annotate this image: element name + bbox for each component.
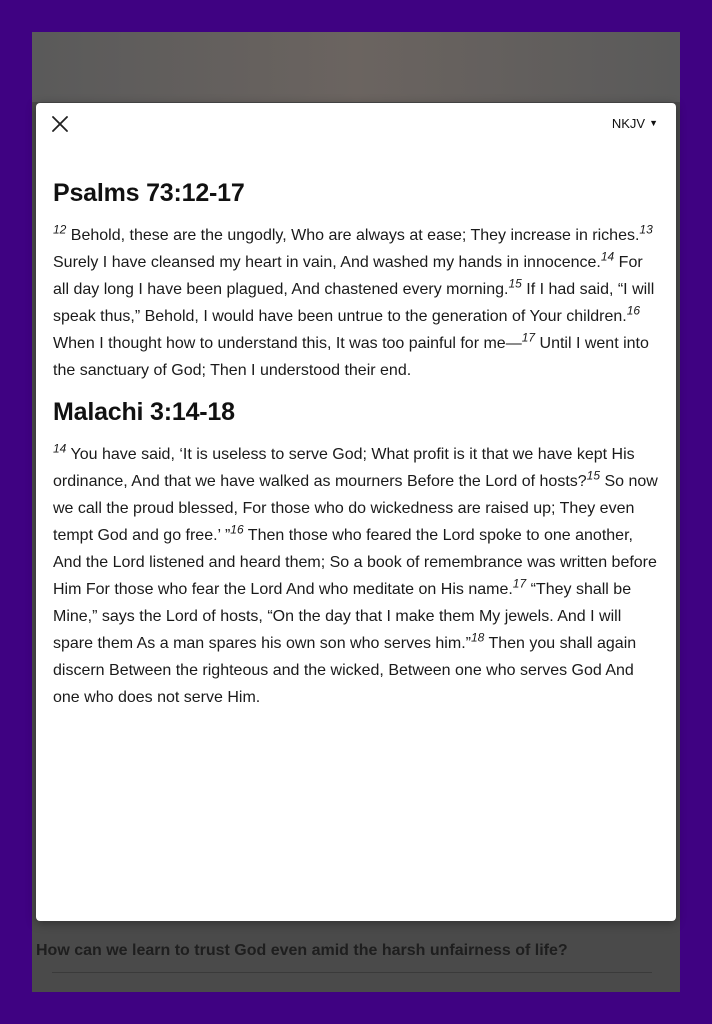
verse-number: 18 [470,630,485,645]
passage [53,179,663,384]
verse-number: 17 [521,330,536,345]
passage-text [53,441,663,711]
passages-container [53,179,663,725]
version-label: NKJV [611,116,646,131]
passage-title: Malachi 3:14-18 [53,398,235,426]
verse-number: 15 [586,468,601,483]
background-divider [52,972,652,973]
verse-text: Then you shall again discern Between the righteous and the wicked, Between one who serves God And one who does not serve Him. [53,635,637,706]
verse-number: 14 [600,249,615,264]
verse-text: So now we call the proud blessed, For those who do wickedness are raised up; They even tempt God and go free.’ ” [53,473,658,544]
verse-text: Then those who feared the Lord spoke to one another, And the Lord listened and heard them; So a book of remembrance was written before Him For those who fear the Lord And who meditate on His name. [53,527,657,598]
verse-text: For all day long I have been plagued, And chastened every morning. [53,254,643,298]
verse-text: Until I went into the sanctuary of God; Then I understood their end. [53,335,649,379]
passage-title: Psalms 73:12-17 [53,179,245,207]
verse-text: Surely I have cleansed my heart in vain, And washed my hands in innocence. [53,254,601,271]
scripture-modal [36,103,676,921]
close-icon [50,114,70,134]
verse-number: 14 [53,441,67,456]
caret-down-icon: ▼ [649,118,658,128]
verse-text: You have said, ‘It is useless to serve God; What profit is it that we have kept His ordinance, And that we have walked as mourners Before the Lord of hosts? [53,446,635,490]
passage-text [53,222,663,384]
verse-number: 16 [626,303,641,318]
background-header-image [32,32,680,102]
verse-number: 16 [230,522,244,537]
verse-number: 15 [508,276,522,291]
verse-text: When I thought how to understand this, It was too painful for me— [53,335,522,352]
close-button[interactable] [50,114,70,134]
version-selector[interactable] [612,116,658,131]
verse-text: Behold, these are the ungodly, Who are always at ease; They increase in riches. [66,227,640,244]
background-question: How can we learn to trust God even amid the harsh unfairness of life? [36,942,568,959]
verse-text: “They shall be Mine,” says the Lord of hosts, “On the day that I make them My jewels. And I will spare them As a man spares his own son who serves him.” [53,581,632,652]
verse-number: 12 [53,222,67,237]
passage [53,398,663,711]
verse-number: 13 [639,222,653,237]
verse-number: 17 [512,576,527,591]
verse-text: If I had said, “I will speak thus,” Behold, I would have been untrue to the generation of Your children. [53,281,655,325]
